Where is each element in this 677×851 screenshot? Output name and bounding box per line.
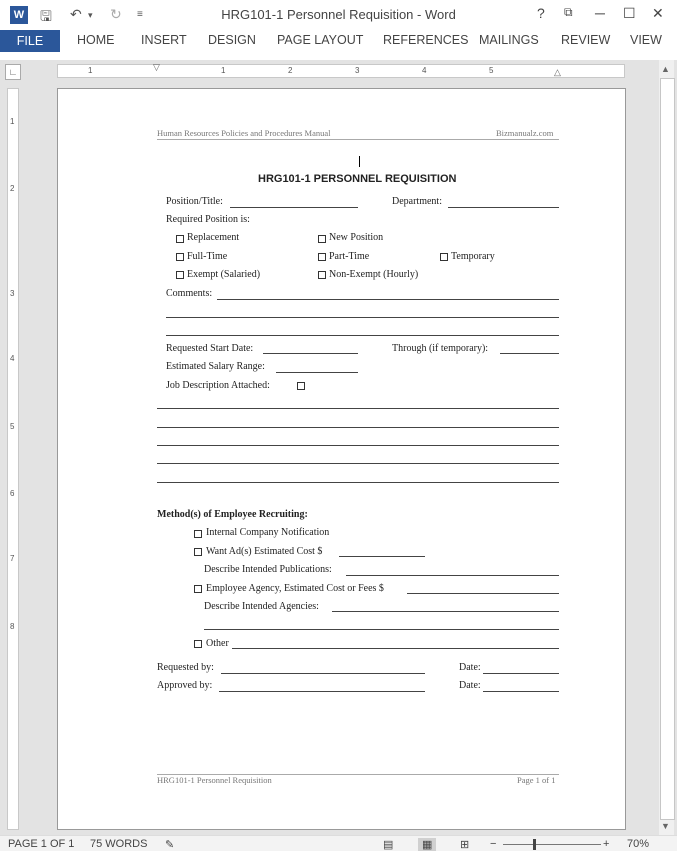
print-layout-icon[interactable]: ▦: [418, 838, 436, 851]
want-ads-checkbox[interactable]: [194, 548, 202, 556]
full-time-checkbox[interactable]: [176, 253, 184, 261]
agency-cost-field[interactable]: [407, 593, 559, 594]
text-cursor: [359, 156, 360, 167]
want-ads-label: Want Ad(s) Estimated Cost $: [206, 546, 323, 557]
comments-label: Comments:: [166, 288, 213, 299]
requested-date-field[interactable]: [483, 673, 559, 674]
document-page[interactable]: [57, 88, 626, 830]
through-field[interactable]: [500, 353, 559, 354]
status-bar: [0, 835, 677, 851]
comments-field-line-3[interactable]: [166, 335, 559, 336]
first-line-indent-marker[interactable]: ▽: [153, 62, 160, 72]
replacement-label: Replacement: [187, 232, 240, 243]
approved-by-field[interactable]: [219, 691, 425, 692]
vertical-ruler[interactable]: 1 2 3 4 5 6 7 8: [7, 88, 19, 830]
methods-heading: Method(s) of Employee Recruiting:: [157, 509, 308, 520]
help-button[interactable]: ?: [537, 5, 545, 21]
zoom-slider-handle[interactable]: [533, 839, 536, 850]
zoom-slider[interactable]: [503, 844, 601, 845]
requested-date-label: Date:: [459, 662, 481, 673]
exempt-checkbox[interactable]: [176, 271, 184, 279]
salary-range-label: Estimated Salary Range:: [166, 361, 265, 372]
through-label: Through (if temporary):: [392, 343, 489, 354]
web-layout-icon[interactable]: ⊞: [460, 839, 470, 851]
zoom-in-button[interactable]: +: [603, 838, 610, 850]
tab-home[interactable]: HOME: [77, 33, 115, 47]
new-position-checkbox[interactable]: [318, 235, 326, 243]
department-label: Department:: [392, 196, 442, 207]
requested-by-field[interactable]: [221, 673, 425, 674]
save-icon[interactable]: 🖫: [40, 8, 52, 24]
approved-date-field[interactable]: [483, 691, 559, 692]
tab-file[interactable]: FILE: [0, 30, 60, 52]
scroll-down-icon[interactable]: ▼: [661, 821, 670, 831]
requested-start-date-field[interactable]: [263, 353, 358, 354]
redo-icon[interactable]: ↻: [110, 6, 122, 22]
word-app-icon[interactable]: W: [10, 6, 28, 24]
tab-insert[interactable]: INSERT: [141, 33, 187, 47]
read-mode-icon[interactable]: ▤: [383, 839, 394, 851]
temporary-checkbox[interactable]: [440, 253, 448, 261]
word-count-status[interactable]: 75 WORDS: [90, 838, 148, 850]
required-position-label: Required Position is:: [166, 214, 250, 225]
close-button[interactable]: ✕: [652, 5, 664, 21]
tab-mailings[interactable]: MAILINGS: [479, 33, 539, 47]
page-header-left: Human Resources Policies and Procedures Manual: [157, 128, 331, 138]
horizontal-ruler[interactable]: 1 1 2 3 4 5 ▽ △: [57, 64, 625, 78]
notes-line-1[interactable]: [157, 408, 559, 409]
department-field[interactable]: [448, 207, 559, 208]
undo-dropdown-icon[interactable]: ▾: [88, 10, 93, 20]
publications-label: Describe Intended Publications:: [204, 564, 332, 575]
minimize-button[interactable]: ─: [595, 5, 605, 21]
job-description-label: Job Description Attached:: [166, 380, 270, 391]
non-exempt-checkbox[interactable]: [318, 271, 326, 279]
requested-start-date-label: Requested Start Date:: [166, 343, 254, 354]
tab-references[interactable]: REFERENCES: [383, 33, 469, 47]
tab-selector[interactable]: ∟: [5, 64, 21, 80]
tab-review[interactable]: REVIEW: [561, 33, 611, 47]
scrollbar-thumb[interactable]: [660, 78, 675, 820]
maximize-button[interactable]: ☐: [623, 5, 636, 21]
notes-line-4[interactable]: [157, 463, 559, 464]
other-label: Other: [206, 638, 229, 649]
ribbon-display-options-button[interactable]: ⧉: [564, 5, 573, 19]
right-indent-marker[interactable]: △: [554, 67, 561, 77]
publications-field[interactable]: [346, 575, 559, 576]
comments-field-line-2[interactable]: [166, 317, 559, 318]
full-time-label: Full-Time: [187, 251, 228, 262]
page-footer-left: HRG101-1 Personnel Requisition: [157, 775, 272, 785]
replacement-checkbox[interactable]: [176, 235, 184, 243]
notes-line-2[interactable]: [157, 427, 559, 428]
approved-by-label: Approved by:: [157, 680, 213, 691]
agencies-field-line-2[interactable]: [204, 629, 559, 630]
scroll-up-icon[interactable]: ▲: [661, 64, 670, 74]
agency-label: Employee Agency, Estimated Cost or Fees $: [206, 583, 384, 594]
title-bar: [0, 0, 677, 30]
agencies-field[interactable]: [332, 611, 559, 612]
tab-view[interactable]: VIEW: [630, 33, 662, 47]
customize-icon[interactable]: ≡: [137, 9, 143, 20]
salary-range-field[interactable]: [276, 372, 358, 373]
agency-checkbox[interactable]: [194, 585, 202, 593]
other-field[interactable]: [232, 648, 559, 649]
proofing-icon[interactable]: ✎: [165, 839, 175, 851]
comments-field[interactable]: [217, 299, 559, 300]
zoom-out-button[interactable]: −: [490, 838, 497, 850]
want-ads-cost-field[interactable]: [339, 556, 425, 557]
header-divider: [157, 139, 559, 140]
zoom-level[interactable]: 70%: [627, 838, 650, 850]
page-header-right: Bizmanualz.com: [496, 128, 554, 138]
non-exempt-label: Non-Exempt (Hourly): [329, 269, 419, 280]
tab-page-layout[interactable]: PAGE LAYOUT: [277, 33, 364, 47]
notes-line-3[interactable]: [157, 445, 559, 446]
page-footer-right: Page 1 of 1: [517, 775, 556, 785]
tab-design[interactable]: DESIGN: [208, 33, 256, 47]
new-position-label: New Position: [329, 232, 384, 243]
temporary-label: Temporary: [451, 251, 495, 262]
position-title-label: Position/Title:: [166, 196, 223, 207]
requested-by-label: Requested by:: [157, 662, 214, 673]
internal-notification-label: Internal Company Notification: [206, 527, 330, 538]
job-description-checkbox[interactable]: [297, 382, 305, 390]
position-title-field[interactable]: [230, 207, 358, 208]
window-title: HRG101-1 Personnel Requisition - Word: [221, 7, 456, 22]
other-checkbox[interactable]: [194, 640, 202, 648]
page-count-status[interactable]: PAGE 1 OF 1: [8, 838, 75, 850]
internal-notification-checkbox[interactable]: [194, 530, 202, 538]
undo-icon[interactable]: ↶: [70, 6, 82, 22]
agencies-label: Describe Intended Agencies:: [204, 601, 319, 612]
approved-date-label: Date:: [459, 680, 481, 691]
document-title: HRG101-1 PERSONNEL REQUISITION: [258, 173, 457, 185]
part-time-label: Part-Time: [329, 251, 370, 262]
exempt-label: Exempt (Salaried): [187, 269, 261, 280]
notes-line-5[interactable]: [157, 482, 559, 483]
ribbon-tabs: [0, 30, 677, 52]
part-time-checkbox[interactable]: [318, 253, 326, 261]
